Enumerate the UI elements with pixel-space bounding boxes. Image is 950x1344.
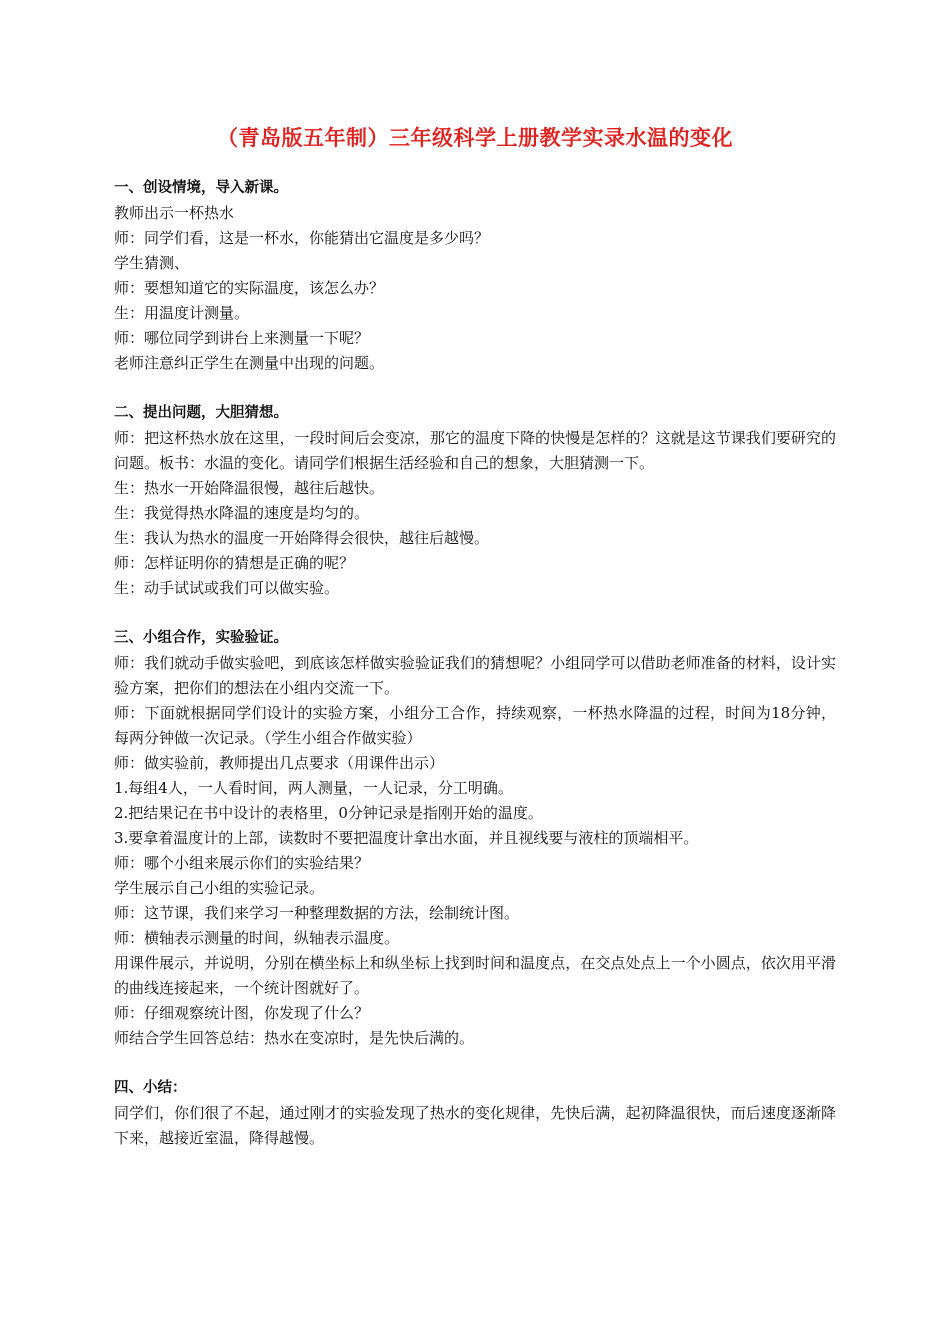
paragraph: 用课件展示，并说明，分别在横坐标上和纵坐标上找到时间和温度点，在交点处点上一个小圆点，依次用平滑的曲线连接起来，一个统计图就好了。 (114, 954, 836, 997)
paragraph: 师：怎样证明你的猜想是正确的呢？ (114, 554, 355, 572)
paragraph: 生：用温度计测量。 (114, 304, 250, 322)
paragraph: 师：我们就动手做实验吧，到底该怎样做实验验证我们的猜想呢？小组同学可以借助老师准备的材料，设计实验方案，把你们的想法在小组内交流一下。 (114, 654, 836, 697)
paragraph: 2.把结果记在书中设计的表格里，0分钟记录是指刚开始的温度。 (114, 804, 543, 822)
paragraph: 生：热水一开始降温很慢，越往后越快。 (114, 479, 385, 497)
paragraph: 同学们，你们很了不起，通过刚才的实验发现了热水的变化规律，先快后满，起初降温很快，而后速度逐渐降下来，越接近室温，降得越慢。 (114, 1104, 836, 1147)
paragraph: 生：动手试试或我们可以做实验。 (114, 579, 340, 597)
paragraph: 学生展示自己小组的实验记录。 (114, 879, 325, 897)
section-experiment (114, 626, 836, 1051)
section-heading: 二、提出问题，大胆猜想。 (114, 405, 288, 421)
paragraph: 学生猜测、 (114, 254, 190, 272)
document-body (114, 176, 836, 1151)
paragraph: 师：要想知道它的实际温度，该怎么办？ (114, 279, 385, 297)
section-hypothesis (114, 401, 836, 601)
paragraph: 师：把这杯热水放在这里，一段时间后会变凉，那它的温度下降的快慢是怎样的？这就是这节课我们要研究的问题。板书：水温的变化。请同学们根据生活经验和自己的想象，大胆猜测一下。 (114, 429, 836, 472)
section-heading: 三、小组合作，实验验证。 (114, 630, 288, 646)
paragraph: 师：做实验前，教师提出几点要求（用课件出示） (114, 754, 445, 772)
paragraph: 师：横轴表示测量的时间，纵轴表示温度。 (114, 929, 400, 947)
paragraph: 1.每组4人，一人看时间，两人测量，一人记录，分工明确。 (114, 779, 513, 797)
paragraph: 教师出示一杯热水 (114, 204, 235, 222)
paragraph: 师：这节课，我们来学习一种整理数据的方法，绘制统计图。 (114, 904, 520, 922)
paragraph: 3.要拿着温度计的上部，读数时不要把温度计拿出水面，并且视线要与液柱的顶端相平。 (114, 829, 699, 847)
document-title: （青岛版五年制）三年级科学上册教学实录水温的变化 (217, 125, 733, 150)
paragraph: 师：同学们看，这是一杯水，你能猜出它温度是多少吗？ (114, 229, 490, 247)
paragraph: 师：仔细观察统计图，你发现了什么？ (114, 1004, 370, 1022)
paragraph: 师：哪位同学到讲台上来测量一下呢？ (114, 329, 370, 347)
section-summary (114, 1076, 836, 1151)
paragraph: 师：哪个小组来展示你们的实验结果？ (114, 854, 370, 872)
paragraph: 生：我认为热水的温度一开始降得会很快，越往后越慢。 (114, 529, 490, 547)
paragraph: 师：下面就根据同学们设计的实验方案，小组分工合作，持续观察，一杯热水降温的过程，时间为18分钟，每两分钟做一次记录。（学生小组合作做实验） (114, 704, 836, 747)
paragraph: 老师注意纠正学生在测量中出现的问题。 (114, 354, 385, 372)
paragraph: 生：我觉得热水降温的速度是均匀的。 (114, 504, 370, 522)
section-intro (114, 176, 836, 376)
section-heading: 一、创设情境，导入新课。 (114, 180, 288, 196)
section-heading: 四、小结： (114, 1080, 187, 1096)
paragraph: 师结合学生回答总结：热水在变凉时，是先快后满的。 (114, 1029, 475, 1047)
